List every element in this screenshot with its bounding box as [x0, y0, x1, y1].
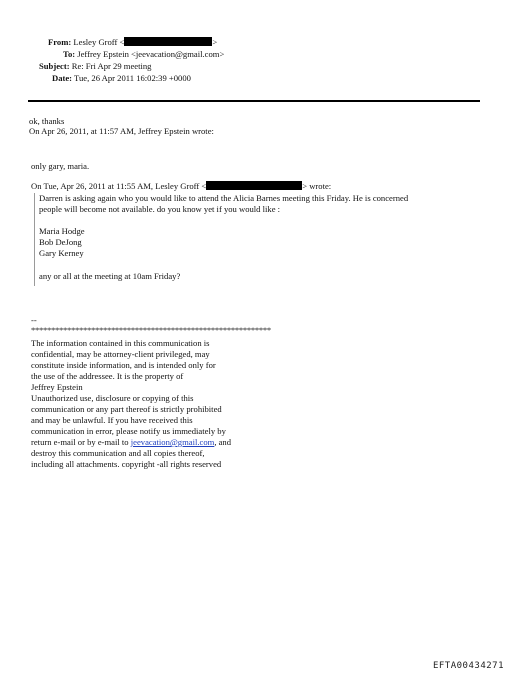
- date-label: Date:: [52, 73, 73, 83]
- reply-2: only gary, maria.: [31, 161, 90, 171]
- sig-email-line: [31, 437, 231, 448]
- email-link[interactable]: jeevacation@gmail.com: [130, 437, 215, 447]
- from-value: Lesley Groff <: [73, 37, 125, 47]
- sig-line: destroy this communication and all copies thereof,: [31, 448, 205, 458]
- redaction-bar: [206, 181, 302, 190]
- quoted-line-1: Darren is asking again who you would like to attend the Alicia Barnes meeting this Friday. He is concerned: [39, 193, 409, 203]
- header-to-row: [63, 49, 224, 60]
- redaction-bar: [124, 37, 212, 46]
- sig-dashes: --: [31, 315, 37, 325]
- reply-line-2: On Apr 26, 2011, at 11:57 AM, Jeffrey Epstein wrote:: [29, 126, 214, 136]
- from-label: From:: [48, 37, 72, 47]
- sig-line: confidential, may be attorney-client privileged, may: [31, 349, 210, 359]
- to-label: To:: [63, 49, 76, 59]
- from-close: >: [212, 37, 218, 47]
- sig-line: constitute inside information, and is intended only for: [31, 360, 216, 370]
- to-value: Jeffrey Epstein <jeevacation@gmail.com>: [77, 49, 225, 59]
- header-divider: [28, 100, 480, 102]
- name-item: Bob DeJong: [39, 237, 82, 247]
- name-item: Gary Kerney: [39, 248, 84, 258]
- sig-stars: ************************************************************: [31, 325, 271, 335]
- reply-line-1: ok, thanks: [29, 116, 65, 126]
- sig-email-after: , and: [214, 437, 232, 447]
- sig-line: Jeffrey Epstein: [31, 382, 83, 392]
- name-item: Maria Hodge: [39, 226, 85, 236]
- sig-line: communication in error, please notify us immediately by: [31, 426, 226, 436]
- sig-line: and may be unlawful. If you have received this: [31, 415, 193, 425]
- subject-label: Subject:: [39, 61, 70, 71]
- date-value: Tue, 26 Apr 2011 16:02:39 +0000: [74, 73, 191, 83]
- sig-line: the use of the addressee. It is the property of: [31, 371, 184, 381]
- document-id: EFTA00434271: [432, 661, 504, 671]
- question-line: any or all at the meeting at 10am Friday?: [39, 271, 181, 281]
- sig-line: including all attachments. copyright -all rights reserved: [31, 459, 222, 469]
- header-date-row: [52, 73, 191, 84]
- sig-line: The information contained in this communication is: [31, 338, 210, 348]
- header-from-row: [48, 37, 217, 48]
- subject-value: Re: Fri Apr 29 meeting: [71, 61, 152, 71]
- sig-email-before: return e-mail or by e-mail to: [31, 437, 131, 447]
- header-subject-row: [39, 61, 151, 72]
- quote-bar: [34, 193, 35, 286]
- sig-line: communication or any part thereof is strictly prohibited: [31, 404, 222, 414]
- sig-line: Unauthorized use, disclosure or copying of this: [31, 393, 194, 403]
- quoted-intro-after: > wrote:: [302, 181, 332, 191]
- quoted-line-2: people will become not available. do you know yet if you would like :: [39, 204, 281, 214]
- quoted-intro-before: On Tue, Apr 26, 2011 at 11:55 AM, Lesley Groff <: [31, 181, 207, 191]
- quoted-intro: [31, 181, 331, 192]
